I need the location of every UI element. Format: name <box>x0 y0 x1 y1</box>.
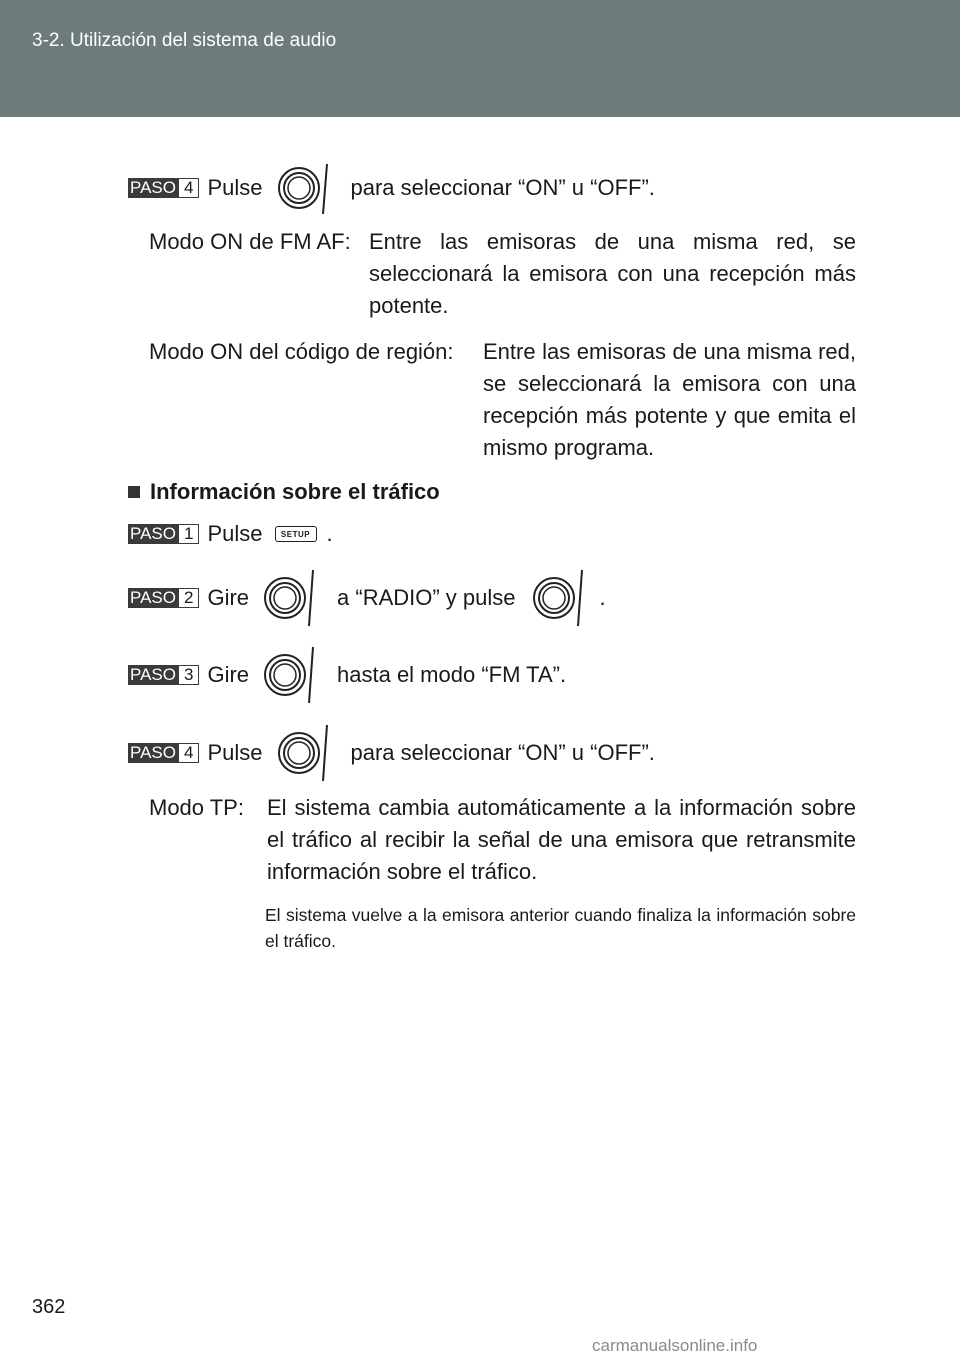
step-verb: Pulse <box>207 175 263 200</box>
step-verb: Pulse <box>207 521 263 546</box>
step-badge: PASO 1 <box>128 524 199 544</box>
definition-desc: Entre las emisoras de una misma red, se seleccionará la emisora con una recepción más potente y que emita el mismo programa. <box>483 339 856 460</box>
definition-region <box>149 336 856 466</box>
definition-desc: Entre las emisoras de una misma red, se seleccionará la emisora con una recepción más potente. <box>369 229 856 318</box>
step-text: a “RADIO” y pulse <box>337 585 516 610</box>
step-verb: Gire <box>207 585 250 610</box>
tune-knob-icon <box>530 572 600 624</box>
step-row <box>128 649 566 701</box>
subsection-title: Información sobre el tráfico <box>150 479 440 504</box>
page-header <box>0 0 960 117</box>
setup-button-icon: SETUP <box>275 526 317 542</box>
definition-desc: El sistema cambia automáticamente a la información sobre el tráfico al recibir la señal de una emisora que retransmite información sobre el tráfico. <box>267 795 856 884</box>
step-verb: Gire <box>207 662 250 687</box>
tune-knob-icon <box>275 162 345 214</box>
step-text: . <box>599 585 606 610</box>
step-verb: Pulse <box>207 740 263 765</box>
step-badge: PASO 3 <box>128 665 199 685</box>
step-text: hasta el modo “FM TA”. <box>337 662 567 687</box>
tune-knob-icon <box>275 727 345 779</box>
definition-af <box>149 226 856 326</box>
watermark: carmanualsonline.info <box>592 1336 758 1355</box>
step-text: para seleccionar “ON” u “OFF”. <box>350 175 655 200</box>
bullet-square-icon <box>128 486 140 498</box>
step-row <box>128 162 655 214</box>
subsection-heading <box>128 479 440 505</box>
tune-knob-icon <box>261 649 331 701</box>
page-number: 362 <box>32 1296 66 1318</box>
step-row <box>128 727 655 779</box>
step-badge: PASO 2 <box>128 588 199 608</box>
step-row <box>128 521 333 547</box>
step-badge: PASO 4 <box>128 178 199 198</box>
tune-knob-icon <box>261 572 331 624</box>
step-row <box>128 572 606 624</box>
step-text: . <box>326 521 333 546</box>
definition-term: Modo ON de FM AF: <box>149 229 351 254</box>
definition-term: Modo ON del código de región: <box>149 339 454 364</box>
definition-tp <box>149 792 856 892</box>
definition-term: Modo TP: <box>149 795 244 820</box>
note-text: El sistema vuelve a la emisora anterior cuando finaliza la información sobre el tráfico. <box>265 905 856 951</box>
step-text: para seleccionar “ON” u “OFF”. <box>350 740 655 765</box>
section-title: 3-2. Utilización del sistema de audio <box>32 30 337 51</box>
step-badge: PASO 4 <box>128 743 199 763</box>
